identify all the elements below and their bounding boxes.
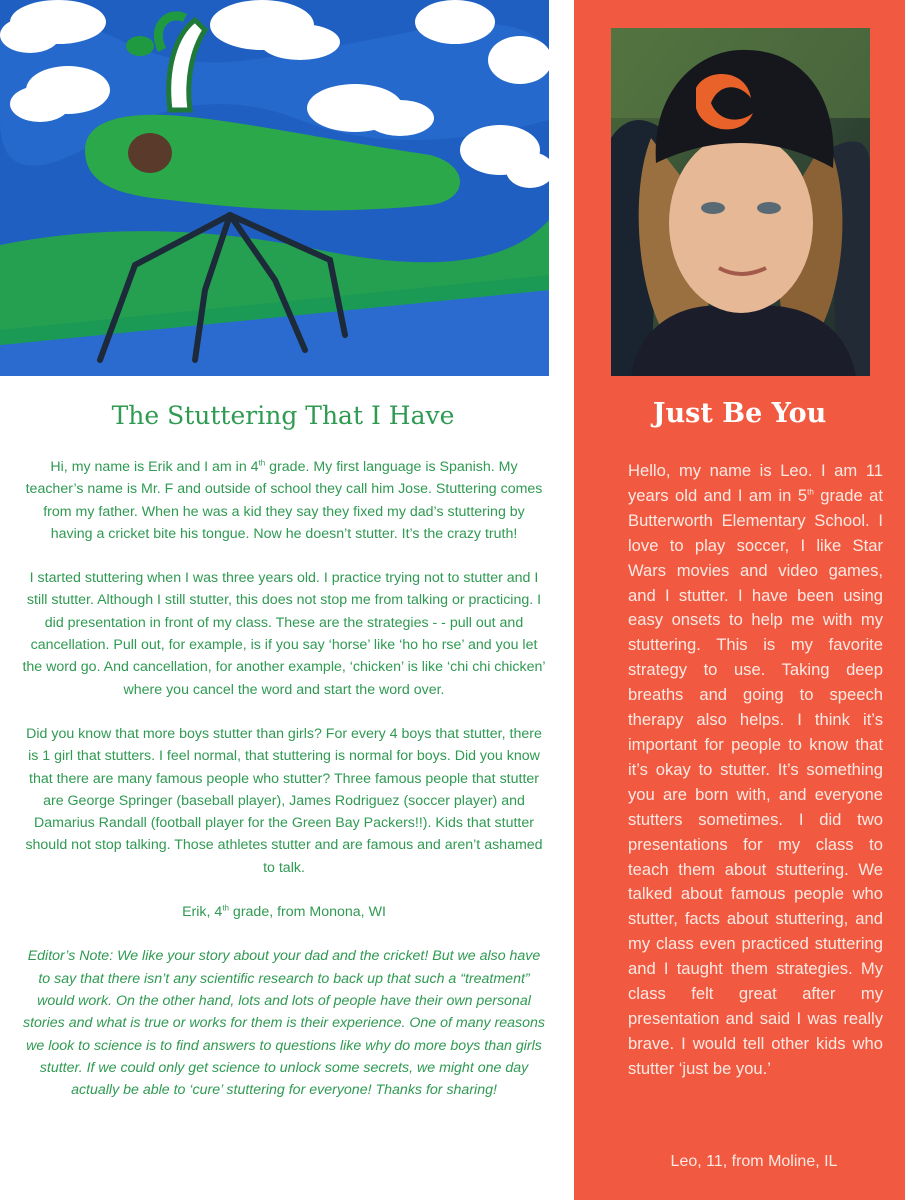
author-signature: Leo, 11, from Moline, IL: [670, 1153, 838, 1170]
story-paragraph: I started stuttering when I was three years old. I practice trying not to stutter and I still stutter. Although I still stutter, this does not stop me from talking or practicing. I did presentation in front of my class. These are the strategies - - pull out and cancellation. Pull out, for example, is if you say ‘horse’ like ‘ho ho rse’ and you let the word go. And cancellation, for another example, ‘chicken’ is like ‘chi chi chicken’ where you cancel the word and start the word over.: [22, 570, 546, 698]
student-photo: [611, 28, 870, 376]
cricket-drawing: [0, 0, 549, 376]
story-title: Just Be You: [652, 398, 827, 429]
editors-note: Editor’s Note: We like your story about your dad and the cricket! But we also have to say that there isn’t any scientific research to back up that such a “treatment” would work. On the other hand, lots and lots of people have their own personal stories and what is true or works for them is their experience. One of many reasons we look to science is to find answers to questions like why do more boys than girls stutter. If we could only get science to unlock some secrets, we might one day actually be able to ‘cure’ stuttering for everyone! Thanks for sharing!: [22, 948, 545, 1099]
student-photo-art: [611, 28, 870, 376]
story-paragraph: Did you know that more boys stutter than girls? For every 4 boys that stutter, there is 1 girl that stutters. I feel normal, that stuttering is normal for boys. Did you know that there are many famous people who stutter? Three famous people that stutter are George Springer (baseball player), James Rodriguez (soccer player) and Damarius Randall (football player for the Green Bay Packers!!). Kids that stutter should not stop talking. Those athletes stutter and are famous and aren’t ashamed to talk.: [25, 725, 543, 876]
cricket-drawing-art: [0, 0, 549, 376]
story-paragraph: Hello, my name is Leo. I am 11 years old and I am in 5th grade at Butterworth Elementary School. I love to play soccer, I like Star Wars movies and video games, and I stutter. I have been using easy onsets to help me with my stuttering. This is my favorite strategy to use. Taking deep breaths and going to speech therapy also helps. I think it’s important for people to know that it’s okay to stutter. It’s something you are born with, and everyone stutters sometimes. I did two presentations for my class to teach them about stuttering. We talked about famous people who stutter, facts about stuttering, and my class even practiced stuttering and I taught them strategies. My class felt great after my presentation and said I was really brave. I would tell other kids who stutter ‘just be you.’: [628, 461, 884, 1078]
story-body: [22, 456, 546, 1101]
story-paragraph: Hi, my name is Erik and I am in 4th grade. My first language is Spanish. My teacher’s name is Mr. F and outside of school they call him Jose. Stuttering comes from my father. When he was a kid they say they fixed my dad’s stuttering by having a cricket bite his tongue. Now he doesn’t stutter. It’s the crazy truth!: [25, 458, 543, 542]
story-body: [628, 459, 883, 1082]
author-signature: Erik, 4th grade, from Monona, WI: [182, 903, 386, 921]
right-column: [574, 0, 905, 1200]
story-title: The Stuttering That I Have: [111, 401, 455, 430]
